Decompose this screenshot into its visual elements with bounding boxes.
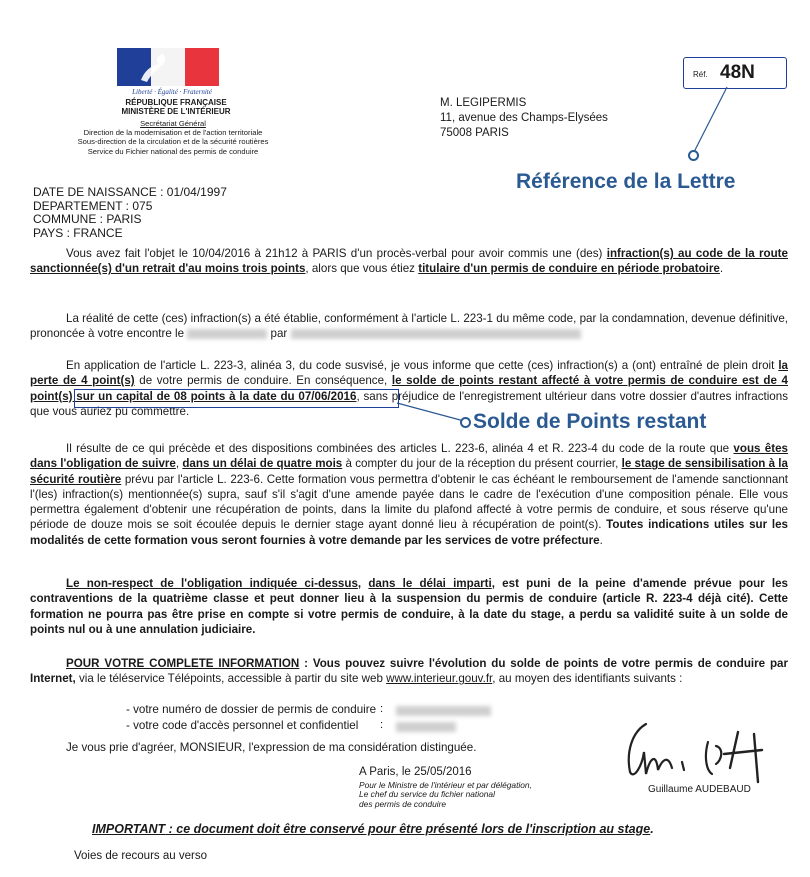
id-dossier-colon: :	[380, 703, 384, 715]
identity-block	[33, 186, 227, 240]
country: PAYS : FRANCE	[33, 225, 123, 240]
closing-sentence: Je vous prie d'agréer, MONSIEUR, l'expression de ma considération distinguée.	[66, 741, 477, 754]
points-highlight-box	[74, 389, 399, 408]
delegation-lines: Pour le Ministre de l'intérieur et par délégation, Le chef du service du fichier national des permis de conduire	[359, 780, 532, 809]
commune: COMMUNE : PARIS	[33, 212, 142, 227]
appeal-note: Voies de recours au verso	[74, 850, 207, 862]
id-code-blurred	[396, 722, 456, 732]
paragraph-non-respect: Le non-respect de l'obligation indiquée ci-dessus, dans le délai imparti, est puni de la peine d'amende prévue pour les contraventions de la quatrième classe et peut donner lieu à la suspension du permis de conduire (article R. 223-4 déjà cité). Cette formation ne pourra pas être prise en compte si votre permis de conduire, à la date du stage, a perdu sa validité suite à un solde de points nul ou à une annulation judiciaire.	[30, 577, 789, 636]
important-note: IMPORTANT : ce document doit être conservé pour être présenté lors de l'inscription au stage.	[92, 822, 654, 836]
signatory-name: Guillaume AUDEBAUD	[648, 784, 751, 795]
ref-annotation-label: Référence de la Lettre	[516, 170, 736, 193]
department: DEPARTEMENT : 075	[33, 198, 153, 213]
birth-date: DATE DE NAISSANCE : 01/04/1997	[33, 185, 227, 199]
paragraph-stage: Il résulte de ce qui précède et des dispositions combinées des articles L. 223-6, alinéa 4 et R. 223-4 du code de la route que vous êtes dans l'obligation de suivre, dans un délai de quatre mois à compter du jour de la réception du présent courrier, le stage de sensibilisation à la sécurité routière prévu par l'article L. 223-6. Cette formation vous permettra d'obtenir le cas échéant le remboursement de l'amende sanctionnant l'(les) infraction(s) mentionnée(s) supra, sauf s'il s'agit d'une amende payée dans le cadre de l'exécution d'une composition pénale. Elle vous permettra également d'obtenir une récupération de points, dans la limite du plafond affecté à votre permis de conduire, et sous réserve qu'une période de douze mois se soit écoulée depuis le dernier stage ayant donné lieu à récupération de point(s). Toutes indications utiles sur les modalités de cette formation vous seront fournies à votre demande par les services de votre préfecture.	[30, 442, 788, 547]
id-dossier-label: - votre numéro de dossier de permis de conduire	[126, 703, 377, 716]
republic-motto: Liberté · Égalité · Fraternité	[132, 88, 212, 96]
id-code-colon: :	[380, 719, 384, 731]
ref-annotation-dot	[688, 150, 699, 161]
recipient-address: M. LEGIPERMIS 11, avenue des Champs-Elysées 75008 PARIS	[440, 97, 608, 139]
interieur-link[interactable]: www.interieur.gouv.fr	[386, 672, 493, 686]
paragraph-points: En application de l'article L. 223-3, alinéa 3, du code susvisé, je vous informe que cette (ces) infraction(s) a (ont) entraîné de plein droit la perte de 4 point(s) de votre permis de conduire. En conséquence, le solde de points restant affecté à votre permis de conduire est de 4 point(s) sur un capital de 08 points à la date du 07/06/2016, sans préjudice de l'enregistrement ultérieur dans votre dossier d'autres infractions que vous auriez pu commettre.	[30, 359, 789, 418]
points-annotation-label: Solde de Points restant	[473, 410, 707, 433]
id-dossier-blurred	[396, 706, 491, 716]
id-code-label: - votre code d'accès personnel et confidentiel	[126, 719, 359, 732]
republic-header: RÉPUBLIQUE FRANÇAISE MINISTÈRE DE L'INTÉRIEUR	[121, 98, 231, 116]
administration-block: Secrétariat Général Direction de la modernisation et de l'action territoriale Sous-direction de la circulation et de la sécurité routières Service du Fichier national des permis de conduire	[77, 119, 269, 156]
reference-label: Réf.	[693, 70, 708, 79]
paragraph-information: POUR VOTRE COMPLETE INFORMATION : Vous pouvez suivre l'évolution du solde de points de votre permis de conduire par Internet, via le téléservice Télépoints, accessible à partir du site web www.interieur.gouv.fr, au moyen des identifiants suivants :	[30, 657, 788, 686]
handwritten-signature	[612, 712, 782, 788]
place-date: A Paris, le 25/05/2016	[359, 766, 472, 778]
paragraph-condamnation: La réalité de cette (ces) infraction(s) a été établie, conformément à l'article L. 223-1 du même code, par la condamnation, devenue définitive, prononcée à votre encontre le par	[30, 312, 788, 341]
reference-number: 48N	[720, 62, 755, 83]
paragraph-infraction: Vous avez fait l'objet le 10/04/2016 à 21h12 à PARIS d'un procès-verbal pour avoir commis une (des) infraction(s) au code de la route sanctionnée(s) d'un retrait d'au moins trois points, alors que vous étiez titulaire d'un permis de conduire en période probatoire.	[30, 247, 788, 276]
